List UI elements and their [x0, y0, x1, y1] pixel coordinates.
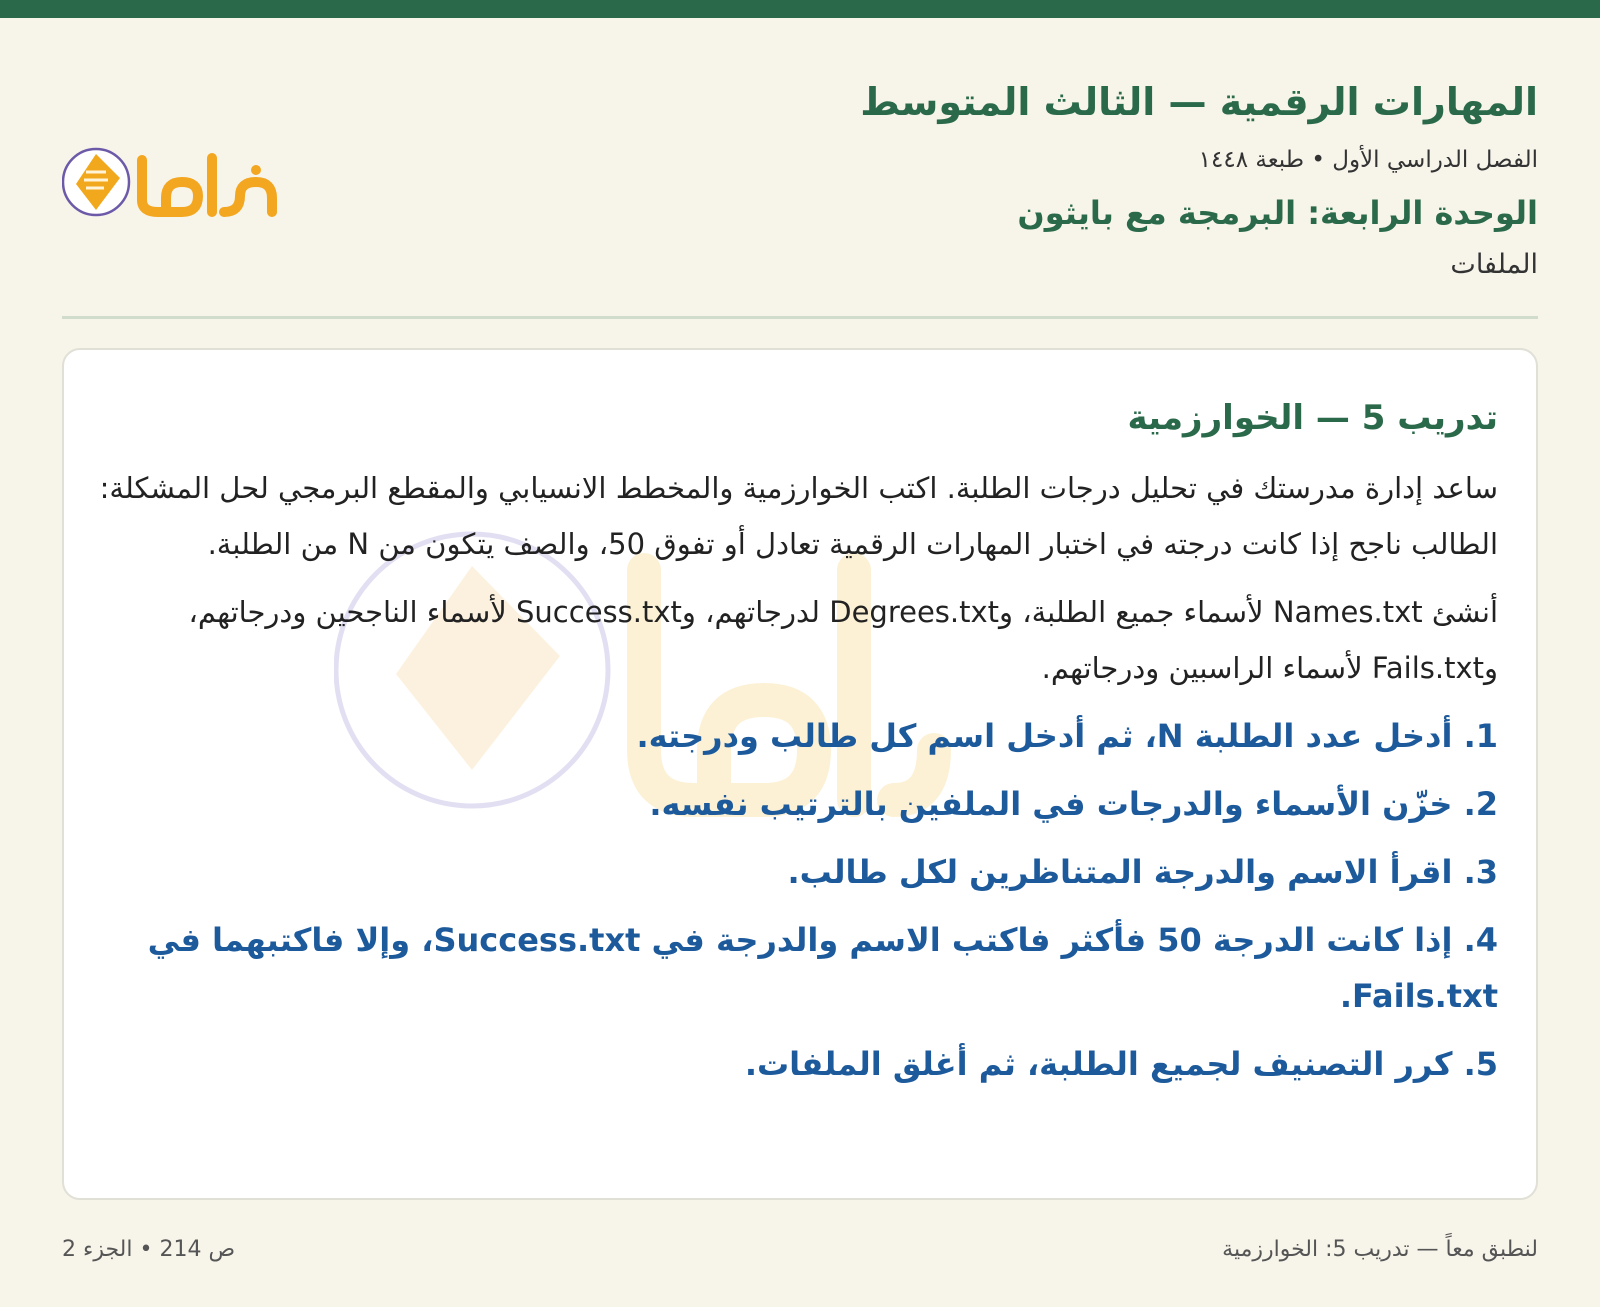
header-text-block [438, 60, 1538, 286]
exercise-card [62, 348, 1538, 1200]
unit-title: الوحدة الرابعة: البرمجة مع بايثون [1017, 194, 1538, 232]
lesson-title: الملفات [1450, 249, 1538, 280]
exercise-paragraph: أنشئ Names.txt لأسماء جميع الطلبة، وDegrees.txt لدرجاتهم، وSuccess.txt لأسماء الناجحين ودرجاتهم، وFails.txt لأسماء الراسبين ودرجاتهم. [188, 595, 1498, 685]
header-divider [62, 316, 1538, 319]
footer-section-label: لنطبق معاً — تدريب 5: الخوارزمية [1222, 1237, 1538, 1262]
logo-dot [251, 165, 261, 175]
top-accent-bar [0, 0, 1600, 18]
page-header [62, 60, 1538, 320]
algorithm-step: 5. كرر التصنيف لجميع الطلبة، ثم أغلق الملفات. [744, 1045, 1498, 1083]
algorithm-step: 2. خزّن الأسماء والدرجات في الملفين بالترتيب نفسه. [649, 785, 1498, 823]
exercise-title: تدريب 5 — الخوارزمية [1127, 398, 1498, 438]
exercise-paragraph: ساعد إدارة مدرستك في تحليل درجات الطلبة. اكتب الخوارزمية والمخطط الانسيابي والمقطع البرمجي لحل المشكلة: الطالب ناجح إذا كانت درجته في اختبار المهارات الرقمية تعادل أو تفوق 50، والصف يتكون من N من الطلبة. [99, 471, 1498, 561]
hulul-logo-graphic [62, 130, 292, 230]
page-footer [62, 1230, 1538, 1270]
algorithm-step: 1. أدخل عدد الطلبة N، ثم أدخل اسم كل طالب ودرجته. [636, 717, 1498, 755]
page-title: المهارات الرقمية — الثالث المتوسط [860, 80, 1538, 124]
logo-letter-ha [142, 160, 198, 212]
card-content [98, 388, 1498, 1104]
footer-page-number: ص 214 • الجزء 2 [62, 1237, 236, 1262]
algorithm-step: 4. إذا كانت الدرجة 50 فأكثر فاكتب الاسم والدرجة في Success.txt، وإلا فاكتبهما في Fails.txt. [147, 921, 1498, 1015]
logo-letter-lam [212, 158, 272, 212]
hulul-logo [62, 130, 292, 230]
algorithm-step: 3. اقرأ الاسم والدرجة المتناظرين لكل طالب. [787, 853, 1498, 891]
page-subtitle: الفصل الدراسي الأول • طبعة ١٤٤٨ [1198, 147, 1538, 173]
